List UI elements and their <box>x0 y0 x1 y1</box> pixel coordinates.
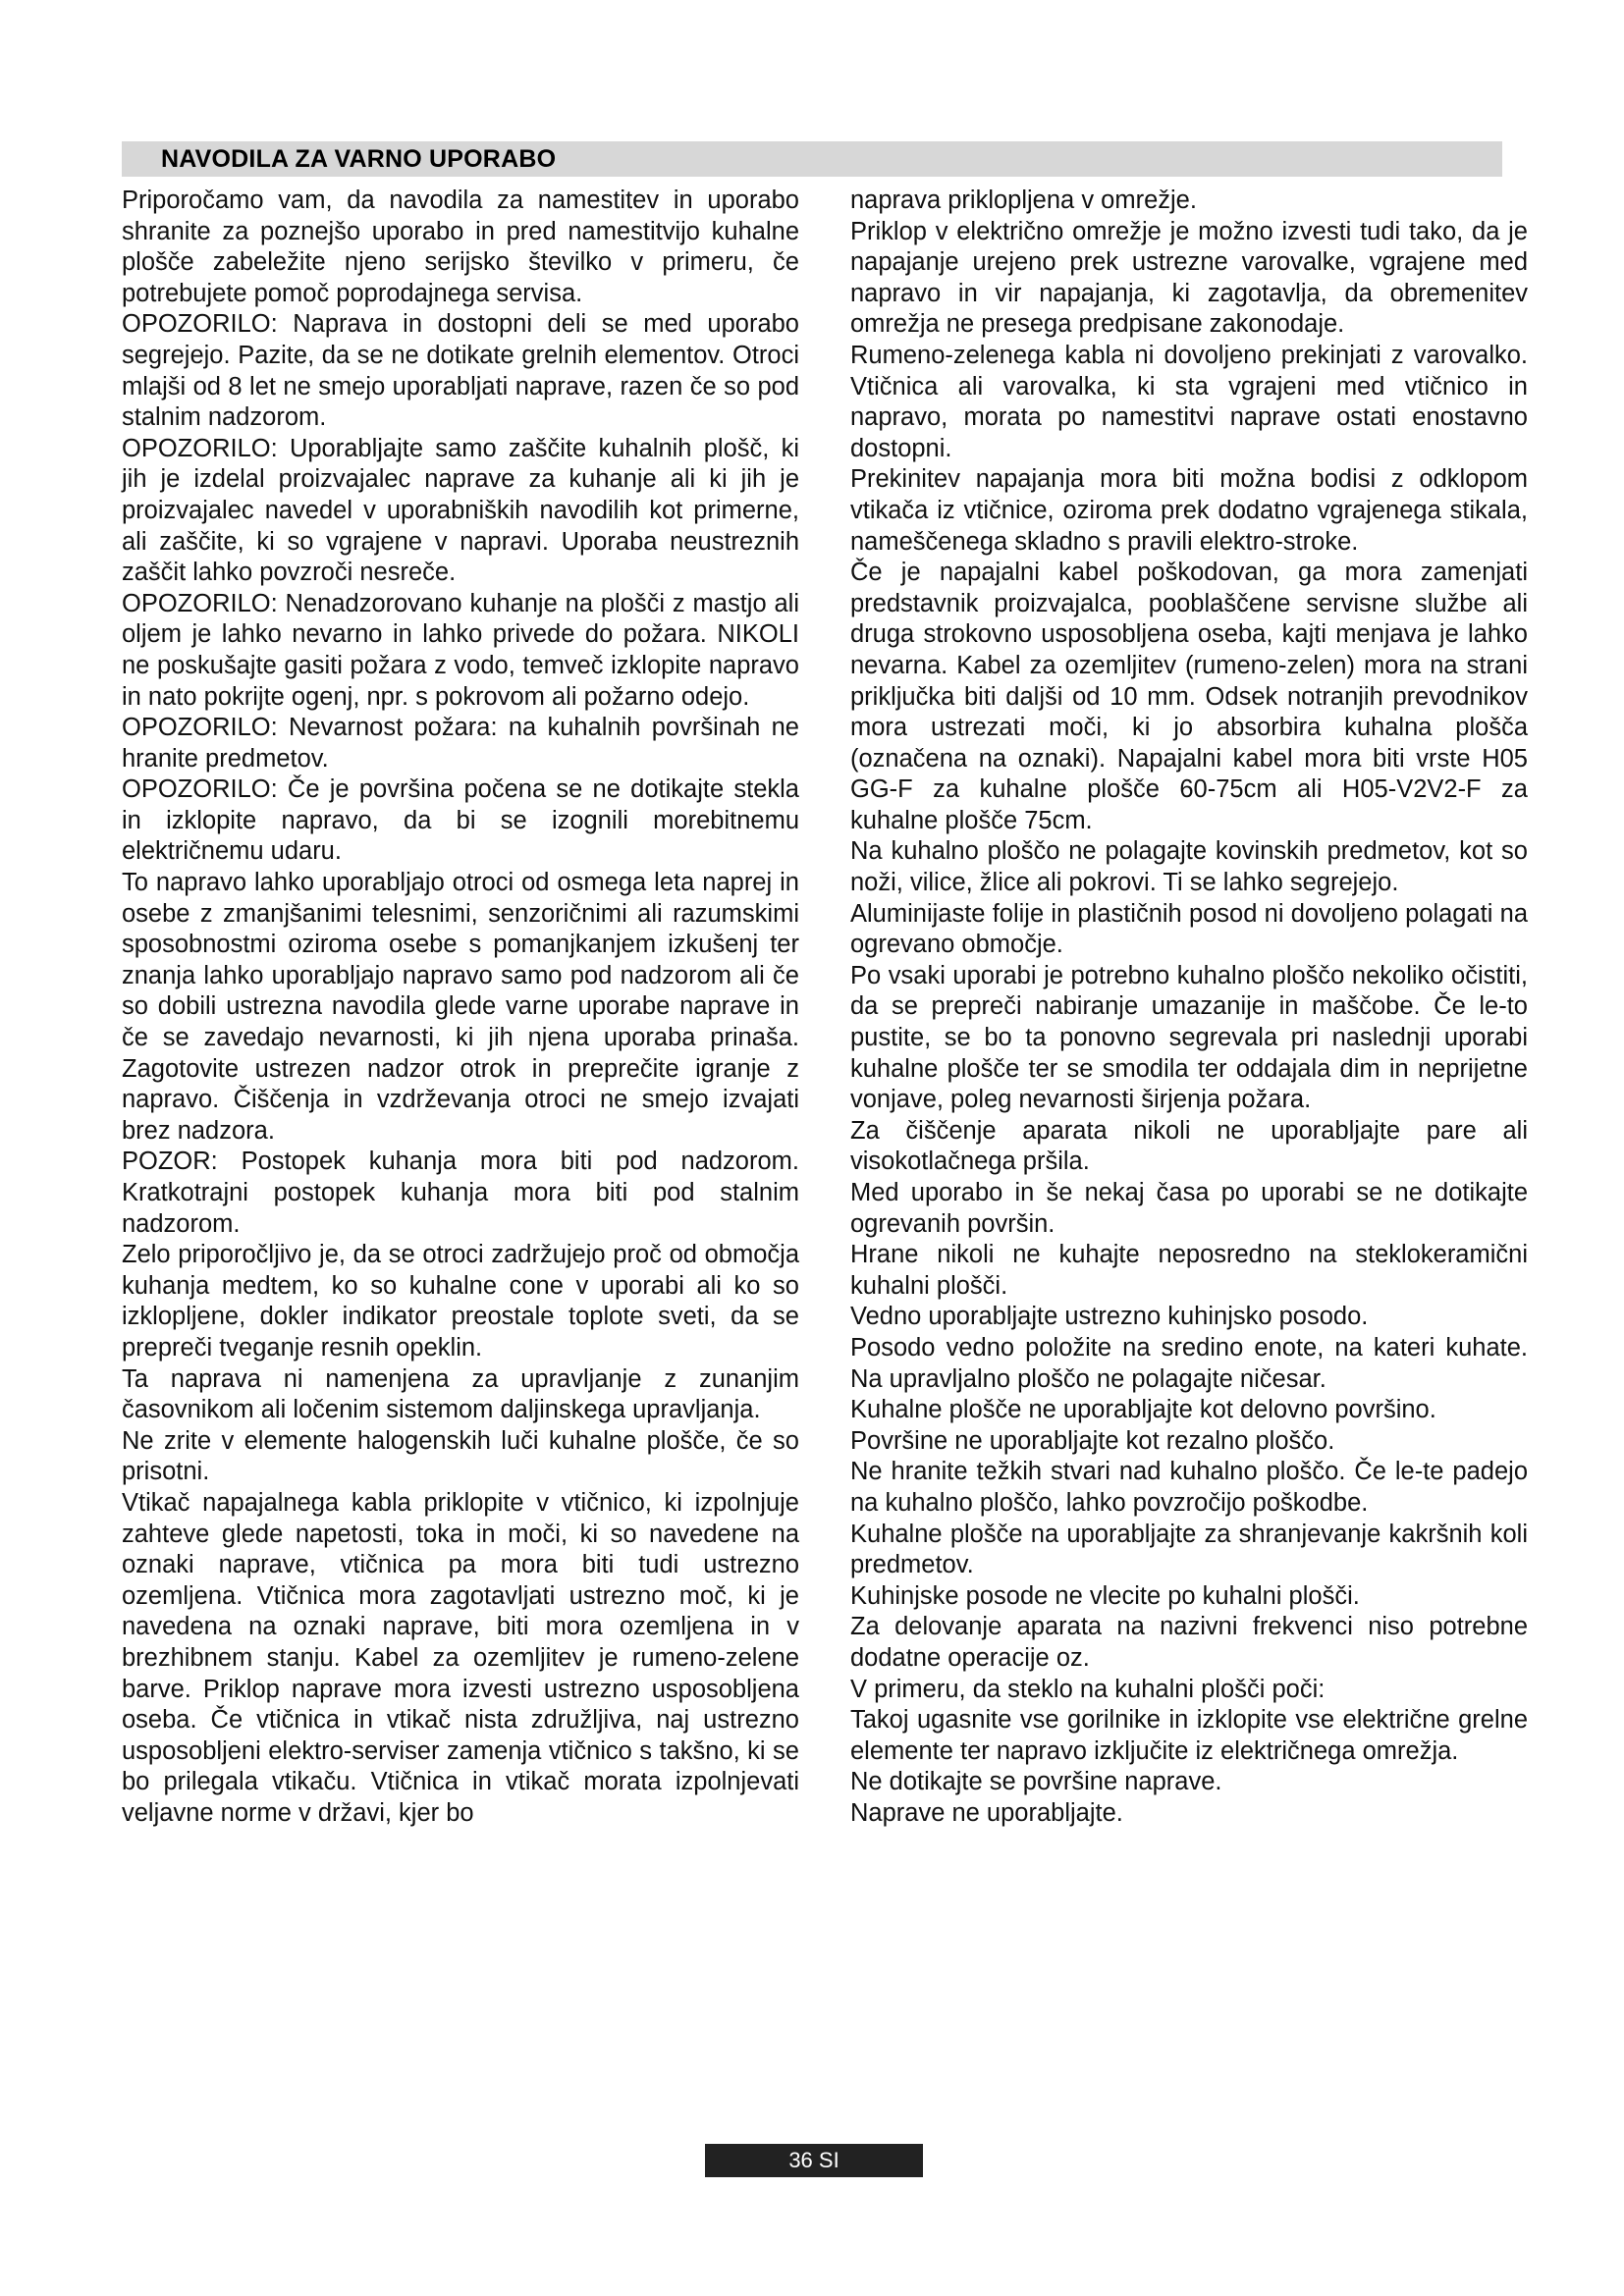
paragraph: Površine ne uporabljajte kot rezalno ploščo. <box>850 1426 1335 1455</box>
paragraph: Vtikač napajalnega kabla priklopite v vtičnico, ki izpolnjuje zahteve glede napetosti, toka in moči, ki so navedene na oznaki naprave, vtičnica pa mora biti tudi ustrezno ozemljena. Vtičnica mora zagotavljati ustrezno moč, ki je navedena na oznaki naprave, biti mora ozemljena in v brezhibnem stanju. Kabel za ozemljitev je rumeno-zelene barve. Priklop naprave mora izvesti ustrezno usposobljena oseba. Če vtičnica in vtikač nista združljiva, naj ustrezno usposobljeni elektro-serviser zamenja vtičnico s takšno, ki se bo prilegala vtikaču. Vtičnica in vtikač morata izpolnjevati veljavne norme v državi, kjer bo <box>122 1488 799 1827</box>
paragraph: Kuhalne plošče na uporabljajte za shranjevanje kakršnih koli predmetov. <box>850 1520 1528 1579</box>
paragraph: OPOZORILO: Naprava in dostopni deli se med uporabo segrejejo. Pazite, da se ne dotikate grelnih elementov. Otroci mlajši od 8 let ne smejo uporabljati naprave, razen če so pod stalnim nadzorom. <box>122 310 799 432</box>
paragraph: OPOZORILO: Nenadzorovano kuhanje na plošči z mastjo ali oljem je lahko nevarno in lahko privede do požara. NIKOLI ne poskušajte gasiti požara z vodo, temveč izklopite napravo in nato pokrijte ogenj, npr. s pokrovom ali požarno odejo. <box>122 589 799 711</box>
paragraph: V primeru, da steklo na kuhalni plošči poči: <box>850 1675 1326 1703</box>
paragraph: Zelo priporočljivo je, da se otroci zadržujejo proč od območja kuhanja medtem, ko so kuhalne cone v uporabi ali ko so izklopljene, dokler indikator preostale toplote sveti, da se prepreči tveganje resnih opeklin. <box>122 1241 799 1362</box>
paragraph: Hrane nikoli ne kuhajte neposredno na steklokeramični kuhalni plošči. <box>850 1241 1528 1300</box>
paragraph: Na kuhalno ploščo ne polagajte kovinskih predmetov, kot so noži, vilice, žlice ali pokrovi. Ti se lahko segrejejo. <box>850 837 1528 897</box>
paragraph: Priklop v električno omrežje je možno izvesti tudi tako, da je napajanje urejeno prek ustrezne varovalke, vgrajene med napravo in vir napajanja, ki zagotavlja, da obremenitev omrežja ne presega predpisane zakonodaje. <box>850 217 1528 339</box>
paragraph: Med uporabo in še nekaj časa po uporabi se ne dotikajte ogrevanih površin. <box>850 1179 1528 1238</box>
paragraph: Kuhalne plošče ne uporabljajte kot delovno površino. <box>850 1396 1436 1424</box>
paragraph: Naprave ne uporabljajte. <box>850 1798 1123 1827</box>
paragraph: Prekinitev napajanja mora biti možna bodisi z odklopom vtikača iz vtičnice, oziroma prek dodatno vgrajenega stikala, nameščenega skladno s pravili elektro-stroke. <box>850 465 1528 556</box>
paragraph: To napravo lahko uporabljajo otroci od osmega leta naprej in osebe z zmanjšanimi telesnimi, senzoričnimi ali razumskimi sposobnostmi oziroma osebe s pomanjkanjem izkušenj ter znanja lahko uporabljajo napravo samo pod nadzorom ali če so dobili ustrezna navodila glede varne uporabe naprave in če se zavedajo nevarnosti, ki jih njena uporaba prinaša. Zagotovite ustrezen nadzor otrok in preprečite igranje z napravo. Čiščenja in vzdrževanja otroci ne smejo izvajati brez nadzora. <box>122 869 799 1145</box>
paragraph: Če je napajalni kabel poškodovan, ga mora zamenjati predstavnik proizvajalca, pooblaščene servisne službe ali druga strokovno usposobljena oseba, kajti menjava je lahko nevarna. Kabel za ozemljitev (rumeno-zelen) mora na strani priključka biti daljši od 10 mm. Odsek notranjih prevodnikov mora ustrezati moči, ki jo absorbira kuhalna plošča (označena na oznaki). Napajalni kabel mora biti vrste H05 GG-F za kuhalne plošče 60-75cm ali H05-V2V2-F za kuhalne plošče 75cm. <box>850 559 1528 834</box>
paragraph: Priporočamo vam, da navodila za namestitev in uporabo shranite za poznejšo uporabo in pred namestitvijo kuhalne plošče zabeležite njeno serijsko številko v primeru, če potrebujete pomoč poprodajnega servisa. <box>122 187 799 307</box>
paragraph: Za čiščenje aparata nikoli ne uporabljajte pare ali visokotlačnega pršila. <box>850 1116 1528 1176</box>
paragraph: Takoj ugasnite vse gorilnike in izklopite vse električne grelne elemente ter napravo izključite iz električnega omrežja. <box>850 1706 1528 1765</box>
paragraph: Kuhinjske posode ne vlecite po kuhalni plošči. <box>850 1581 1360 1610</box>
right-column <box>850 186 1528 1829</box>
paragraph: OPOZORILO: Če je površina počena se ne dotikajte stekla in izklopite napravo, da bi se izognili morebitnemu električnemu udaru. <box>122 775 799 866</box>
paragraph: Vedno uporabljajte ustrezno kuhinjsko posodo. <box>850 1303 1369 1331</box>
paragraph: Za delovanje aparata na nazivni frekvenci niso potrebne dodatne operacije oz. <box>850 1613 1528 1672</box>
section-header <box>122 141 1502 177</box>
paragraph: Ta naprava ni namenjena za upravljanje z zunanjim časovnikom ali ločenim sistemom daljinskega upravljanja. <box>122 1364 799 1424</box>
paragraph: naprava priklopljena v omrežje. <box>850 187 1197 214</box>
paragraph: POZOR: Postopek kuhanja mora biti pod nadzorom. Kratkotrajni postopek kuhanja mora biti pod stalnim nadzorom. <box>122 1148 799 1238</box>
paragraph: Posodo vedno položite na sredino enote, na kateri kuhate. Na upravljalno ploščo ne polagajte ničesar. <box>850 1333 1528 1393</box>
paragraph: Ne hranite težkih stvari nad kuhalno ploščo. Če le-te padejo na kuhalno ploščo, lahko povzročijo poškodbe. <box>850 1458 1528 1517</box>
section-title: NAVODILA ZA VARNO UPORABO <box>161 145 557 173</box>
paragraph: Ne zrite v elemente halogenskih luči kuhalne plošče, če so prisotni. <box>122 1426 799 1486</box>
left-column <box>122 186 799 1829</box>
paragraph: Ne dotikajte se površine naprave. <box>850 1768 1222 1796</box>
page-number: 36 SI <box>788 2148 839 2172</box>
page-footer <box>705 2144 923 2177</box>
paragraph: Po vsaki uporabi je potrebno kuhalno ploščo nekoliko očistiti, da se prepreči nabiranje umazanije in maščobe. Če le-to pustite, se bo ta ponovno segrevala pri naslednji uporabi kuhalne plošče ter se smodila ter oddajala dim in neprijetne vonjave, poleg nevarnosti širjenja požara. <box>850 961 1528 1114</box>
paragraph: OPOZORILO: Nevarnost požara: na kuhalnih površinah ne hranite predmetov. <box>122 714 799 773</box>
paragraph: Rumeno-zelenega kabla ni dovoljeno prekinjati z varovalko. Vtičnica ali varovalka, ki sta vgrajeni med vtičnico in napravo, morata po namestitvi naprave ostati enostavno dostopni. <box>850 341 1528 462</box>
paragraph: Aluminijaste folije in plastičnih posod ni dovoljeno polagati na ogrevano območje. <box>850 899 1528 959</box>
paragraph: OPOZORILO: Uporabljajte samo zaščite kuhalnih plošč, ki jih je izdelal proizvajalec naprave za kuhanje ali ki jih je proizvajalec navedel v uporabniških navodilih kot primerne, ali zaščite, ki so vgrajene v napravi. Uporaba neustreznih zaščit lahko povzroči nesreče. <box>122 434 799 587</box>
